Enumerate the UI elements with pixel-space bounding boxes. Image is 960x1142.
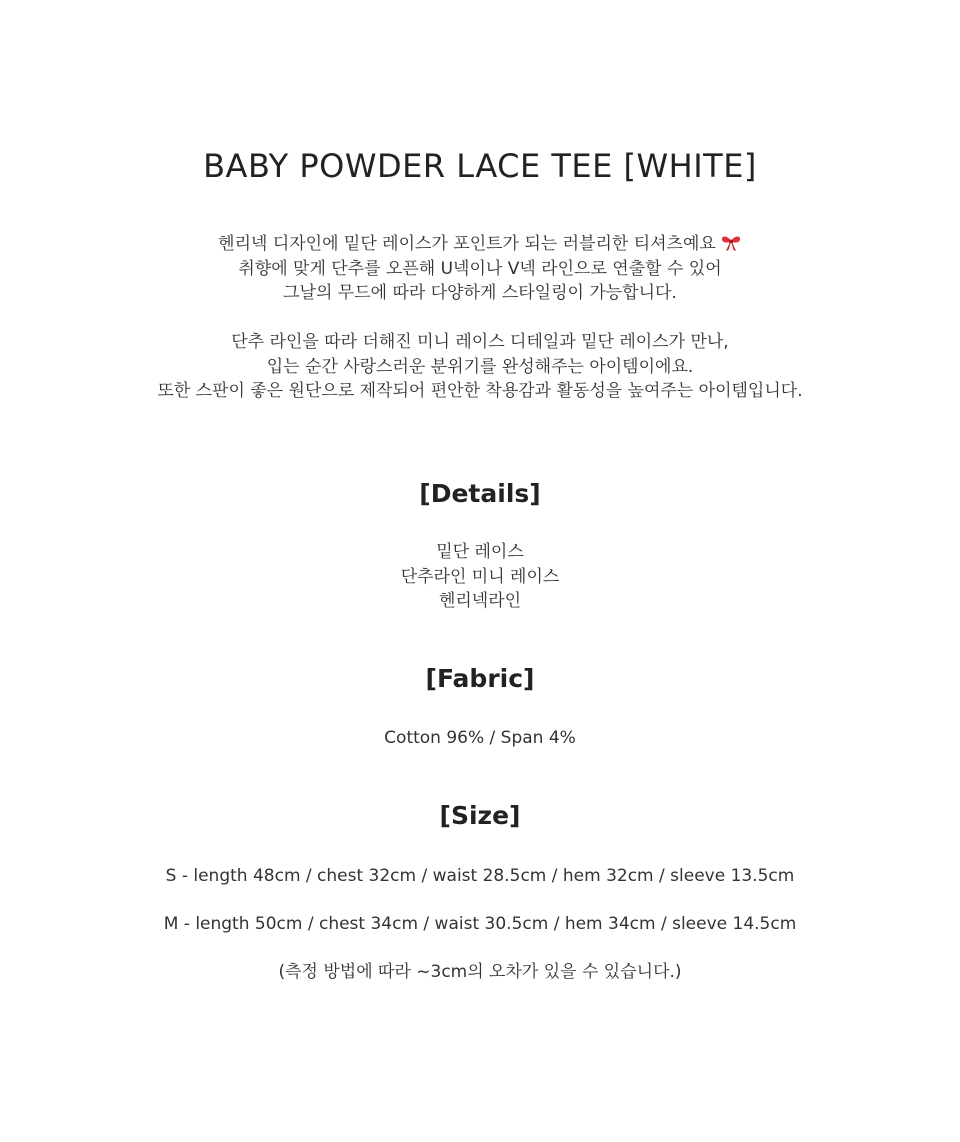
product-title: BABY POWDER LACE TEE [WHITE]	[203, 147, 757, 185]
intro-paragraph-1	[0, 232, 960, 306]
size-measurement-note: (측정 방법에 따라 ~3cm의 오차가 있을 수 있습니다.)	[278, 962, 682, 982]
ribbon-bow-icon	[720, 234, 742, 252]
intro-line: 입는 순간 사랑스러운 분위기를 완성해주는 아이템이에요.	[266, 356, 694, 377]
size-row-s: S - length 48cm / chest 32cm / waist 28.5cm / hem 32cm / sleeve 13.5cm	[165, 866, 795, 886]
fabric-composition: Cotton 96% / Span 4%	[384, 728, 576, 748]
details-item: 헨리넥라인	[438, 591, 522, 611]
details-item: 단추라인 미니 레이스	[400, 566, 560, 587]
size-row-m: M - length 50cm / chest 34cm / waist 30.5cm / hem 34cm / sleeve 14.5cm	[163, 914, 797, 934]
intro-line: 단추 라인을 따라 더해진 미니 레이스 디테일과 밑단 레이스가 만나,	[231, 332, 729, 352]
intro-line	[0, 232, 960, 257]
intro-paragraph-2	[0, 330, 960, 404]
intro-line: 그날의 무드에 따라 다양하게 스타일링이 가능합니다.	[283, 283, 677, 303]
size-heading: [Size]	[439, 801, 521, 830]
details-heading: [Details]	[419, 479, 541, 508]
intro-line: 취향에 맞게 단추를 오픈해 U넥이나 V넥 라인으로 연출할 수 있어	[238, 258, 722, 279]
details-list	[0, 540, 960, 614]
intro-line-text: 헨리넥 디자인에 밑단 레이스가 포인트가 되는 러블리한 티셔츠예요	[218, 234, 716, 254]
details-item: 밑단 레이스	[436, 542, 524, 562]
intro-line: 또한 스판이 좋은 원단으로 제작되어 편안한 착용감과 활동성을 높여주는 아이템입니다.	[157, 381, 803, 401]
fabric-heading: [Fabric]	[425, 664, 535, 693]
